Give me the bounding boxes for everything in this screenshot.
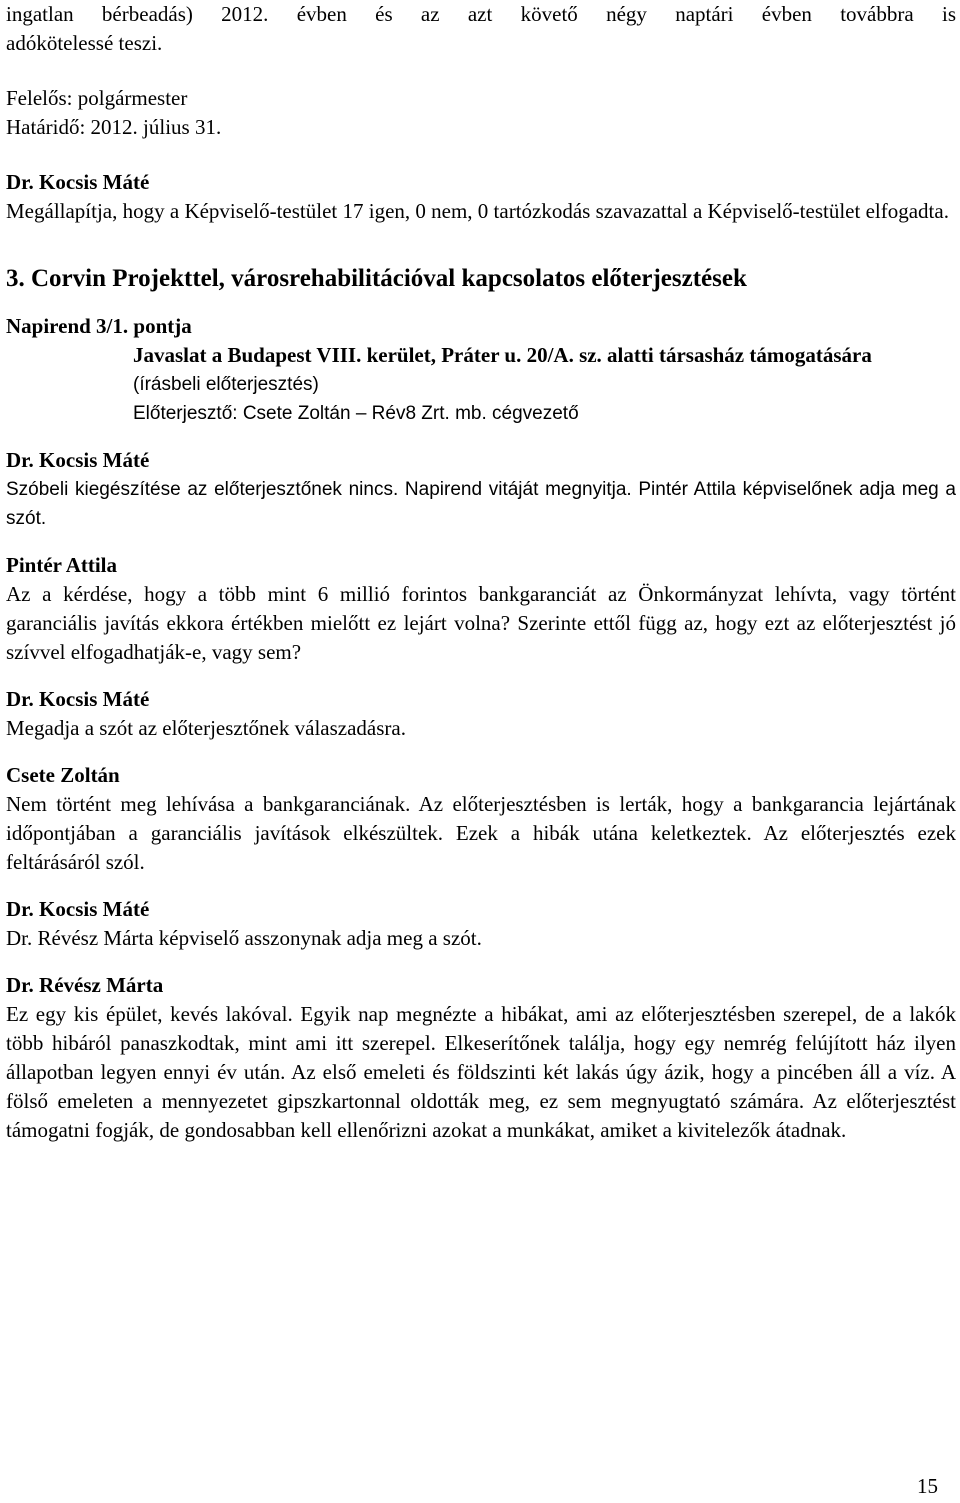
section-title: 3. Corvin Projekttel, városrehabilitációval kapcsolatos előterjesztések (6, 265, 747, 292)
intro-line-2: adókötelessé teszi. (6, 31, 163, 55)
responsible-person: Felelős: polgármester (6, 86, 188, 110)
speaker-name: Pintér Attila (6, 553, 118, 577)
agenda-proposal: Javaslat a Budapest VIII. kerület, Práter u. 20/A. sz. alatti társasház támogatására (133, 343, 872, 367)
agenda-type: (írásbeli előterjesztés) (133, 374, 319, 395)
vote-result-text: Megállapítja, hogy a Képviselő-testület 17 igen, 0 nem, 0 tartózkodás szavazattal a Képviselő-testület elfogadta. (6, 199, 949, 223)
intro-line-1: ingatlan bérbeadás) 2012. évben és az azt követő négy naptári évben továbbra is (6, 2, 956, 26)
agenda-presenter: Előterjesztő: Csete Zoltán – Rév8 Zrt. mb. cégvezető (133, 403, 579, 424)
speaker-name: Dr. Kocsis Máté (6, 687, 150, 711)
discussion-entry (6, 761, 956, 877)
discussion-entry (6, 551, 956, 667)
vote-speaker: Dr. Kocsis Máté (6, 170, 150, 194)
discussion-entry (6, 685, 956, 743)
document-page (6, 0, 956, 1145)
speaker-name: Dr. Kocsis Máté (6, 448, 150, 472)
discussion-entry (6, 971, 956, 1145)
discussion-entry (6, 446, 956, 533)
agenda-item: Napirend 3/1. pontja (6, 314, 192, 338)
agenda-details (6, 341, 956, 428)
speaker-text: Az a kérdése, hogy a több mint 6 millió forintos bankgaranciát az Önkormányzat lehívta, vagy történt garanciális javítás ekkora értékben mielőtt ez lejárt volna? Szerinte ettől függ az, hogy ezt az előterjesztést jó szívvel elfogadhatják-e, vagy sem? (6, 582, 956, 664)
speaker-text: Ez egy kis épület, kevés lakóval. Egyik nap megnézte a hibákat, ami az előterjesztésben szerepel, de a lakók több hibáról panaszkodtak, mint ami itt szerepel. Elkeserítőnek találja, hogy egy nemrég felújított ház ilyen állapotban legyen ennyi év után. Az első emeleti és földszinti két lakás úgy ázik, hogy a pincében áll a víz. A fölső emeleten a mennyezetet gipszkartonnal oldották meg, ez sem megnyugtató számára. Az előterjesztést támogatni fogják, de gondosabban kell ellenőrizni azokat a munkákat, amiket a kivitelezők átadnak. (6, 1002, 956, 1142)
speaker-text: Dr. Révész Márta képviselő asszonynak adja meg a szót. (6, 926, 482, 950)
page-number: 15 (917, 1474, 938, 1498)
speaker-text: Nem történt meg lehívása a bankgaranciának. Az előterjesztésben is lerták, hogy a bankgarancia lejártának időpontjában a garanciális javítások elkészültek. Ezek a hibák utána keletkeztek. Az előterjesztés ezek feltárásáról szól. (6, 792, 956, 874)
speaker-name: Dr. Kocsis Máté (6, 897, 150, 921)
discussion-entry (6, 895, 956, 953)
speaker-text: Szóbeli kiegészítése az előterjesztőnek nincs. Napirend vitáját megnyitja. Pintér Attila képviselőnek adja meg a szót. (6, 479, 956, 529)
deadline: Határidő: 2012. július 31. (6, 115, 222, 139)
speaker-name: Dr. Révész Márta (6, 973, 164, 997)
speaker-name: Csete Zoltán (6, 763, 120, 787)
speaker-text: Megadja a szót az előterjesztőnek válaszadásra. (6, 716, 406, 740)
